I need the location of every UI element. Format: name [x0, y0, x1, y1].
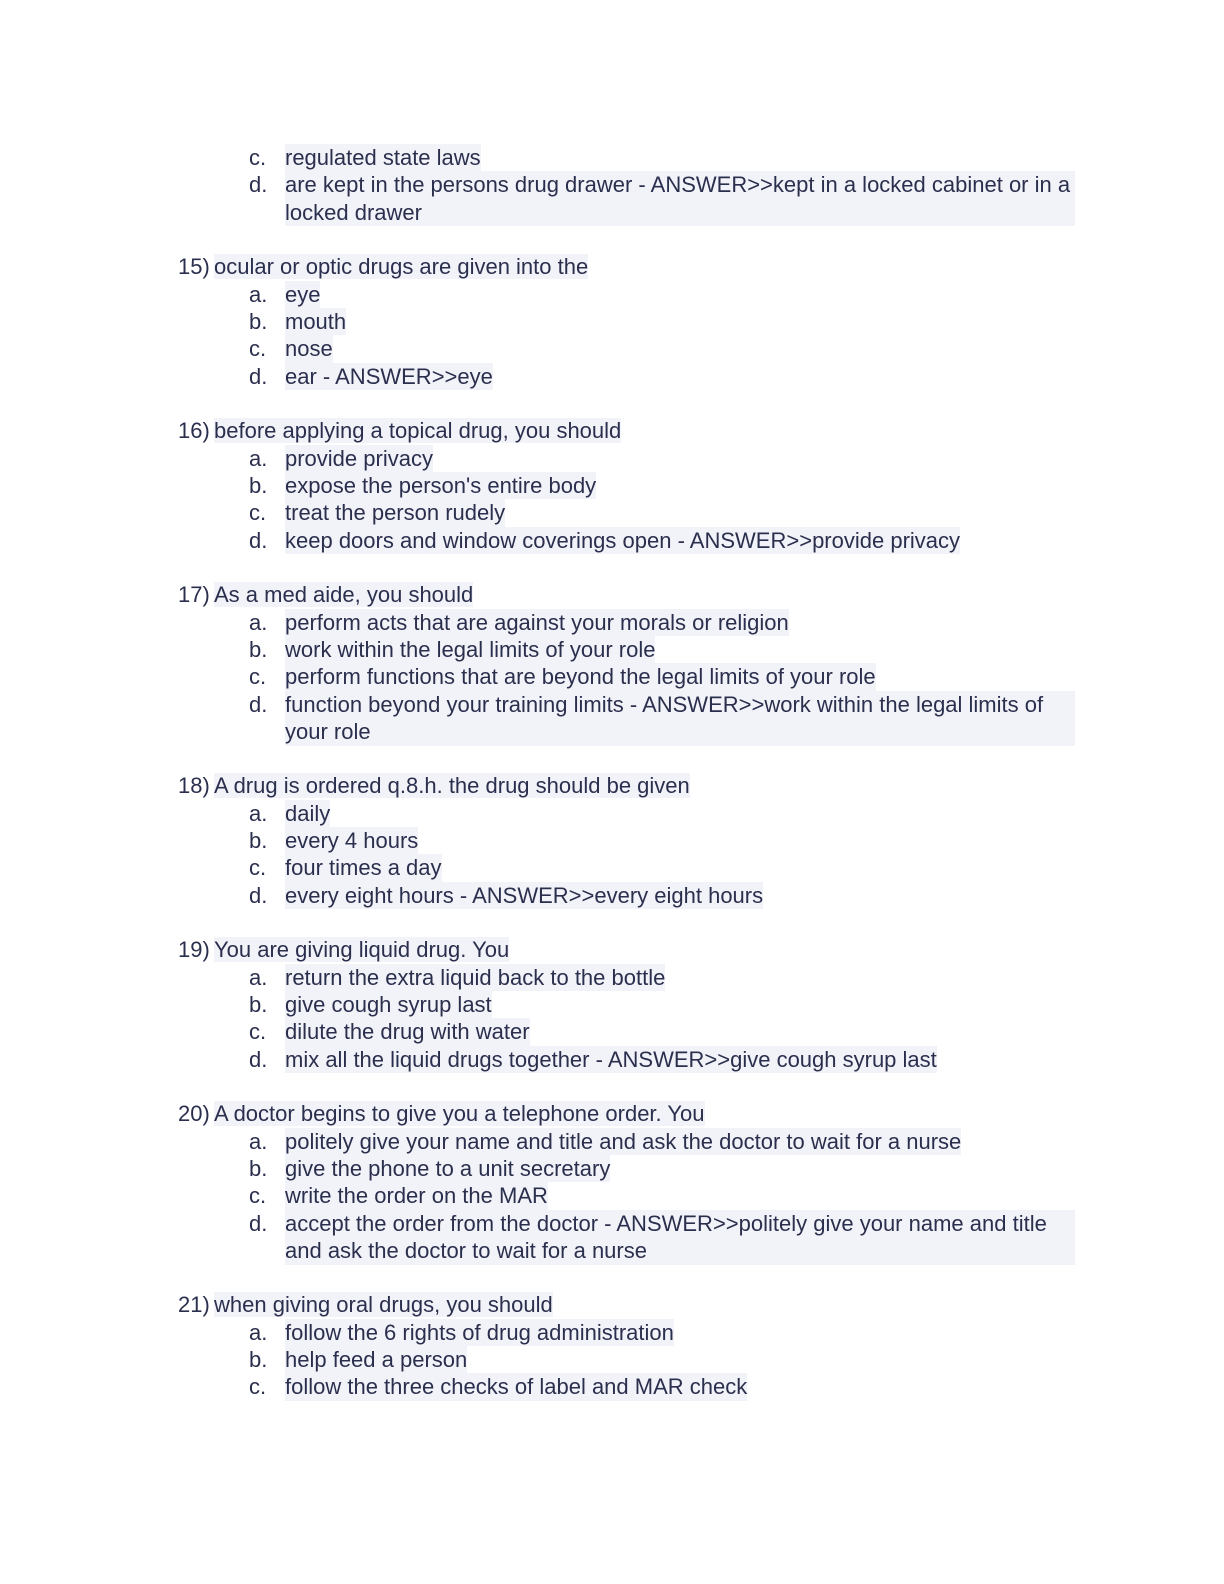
option-a: [178, 800, 763, 827]
option-text: daily: [285, 800, 331, 826]
option-letter: b.: [249, 308, 268, 334]
option-text: four times a day: [285, 855, 442, 881]
option-text: follow the 6 rights of drug administration: [285, 1319, 674, 1345]
option-d: [178, 363, 588, 390]
question-number: 18): [178, 773, 210, 798]
option-d: [178, 882, 763, 909]
option-letter: c.: [249, 336, 267, 362]
option-letter: a.: [249, 1319, 268, 1345]
option-text: regulated state laws: [285, 145, 481, 170]
option-text: function beyond your training limits - ANSWER>>work within the legal limits of your role: [285, 691, 1075, 746]
question-stem: [178, 253, 588, 281]
option-letter: c.: [249, 1183, 267, 1209]
option-letter: b.: [249, 1346, 268, 1372]
option-a: [178, 445, 960, 472]
option-text: perform acts that are against your morals or religion: [285, 609, 789, 635]
option-d: [178, 171, 1075, 226]
option-letter: a.: [249, 609, 268, 635]
option-text: every 4 hours: [285, 827, 419, 853]
option-b: [178, 636, 1075, 663]
question-number: 15): [178, 254, 210, 279]
option-d: [178, 527, 960, 554]
question-text: when giving oral drugs, you should: [214, 1292, 553, 1317]
option-c: [178, 335, 588, 362]
option-text: give the phone to a unit secretary: [285, 1155, 611, 1181]
option-text: write the order on the MAR: [285, 1183, 548, 1209]
option-a: [178, 609, 1075, 636]
option-c: [178, 144, 1075, 171]
question-stem: [178, 1291, 747, 1319]
question-stem: [178, 1100, 1075, 1128]
option-c: [178, 663, 1075, 690]
option-letter: a.: [249, 281, 268, 307]
option-letter: a.: [249, 445, 268, 471]
option-letter: b.: [249, 1155, 268, 1181]
option-text: work within the legal limits of your role: [285, 636, 656, 662]
option-letter: d.: [249, 691, 268, 717]
option-letter: b.: [249, 991, 268, 1017]
option-letter: b.: [249, 636, 268, 662]
option-letter: a.: [249, 800, 268, 826]
question-stem: [178, 417, 960, 445]
question-text: As a med aide, you should: [214, 582, 474, 607]
question-18: [178, 772, 763, 909]
option-d: [178, 691, 1075, 746]
option-letter: d.: [249, 527, 268, 553]
option-letter: b.: [249, 472, 268, 498]
option-text: mix all the liquid drugs together - ANSWER>>give cough syrup last: [285, 1046, 937, 1072]
option-d: [178, 1046, 937, 1073]
option-letter: d.: [249, 1210, 268, 1236]
question-number: 21): [178, 1292, 210, 1317]
option-letter: c.: [249, 1019, 267, 1045]
question-19: [178, 936, 937, 1073]
question-number: 19): [178, 937, 210, 962]
question-20: [178, 1100, 1075, 1265]
option-b: [178, 991, 937, 1018]
question-16: [178, 417, 960, 554]
question-stem: [178, 772, 763, 800]
option-a: [178, 281, 588, 308]
option-text: mouth: [285, 308, 347, 334]
question-stem: [178, 581, 1075, 609]
option-text: ear - ANSWER>>eye: [285, 363, 493, 389]
option-a: [178, 1319, 747, 1346]
option-a: [178, 964, 937, 991]
option-letter: c.: [249, 145, 267, 170]
question-14-continued: [178, 144, 1075, 226]
option-letter: c.: [249, 1374, 267, 1400]
option-c: [178, 499, 960, 526]
option-text: treat the person rudely: [285, 500, 506, 526]
question-number: 16): [178, 418, 210, 443]
option-text: follow the three checks of label and MAR check: [285, 1374, 748, 1400]
question-21: [178, 1291, 747, 1401]
question-17: [178, 581, 1075, 746]
question-text: You are giving liquid drug. You: [214, 937, 510, 962]
option-c: [178, 1373, 747, 1400]
option-c: [178, 1182, 1075, 1209]
option-b: [178, 827, 763, 854]
option-text: help feed a person: [285, 1346, 468, 1372]
option-text: are kept in the persons drug drawer - ANSWER>>kept in a locked cabinet or in a locked drawer: [285, 171, 1075, 226]
option-letter: d.: [249, 363, 268, 389]
option-text: perform functions that are beyond the legal limits of your role: [285, 664, 876, 690]
option-letter: a.: [249, 964, 268, 990]
question-stem: [178, 936, 937, 964]
option-text: keep doors and window coverings open - ANSWER>>provide privacy: [285, 527, 961, 553]
option-text: expose the person's entire body: [285, 472, 597, 498]
option-text: accept the order from the doctor - ANSWER>>politely give your name and title and ask the doctor to wait for a nurse: [285, 1210, 1075, 1265]
question-number: 20): [178, 1101, 210, 1126]
option-b: [178, 472, 960, 499]
question-text: before applying a topical drug, you should: [214, 418, 622, 443]
option-letter: a.: [249, 1128, 268, 1154]
option-text: return the extra liquid back to the bottle: [285, 964, 666, 990]
option-b: [178, 308, 588, 335]
option-letter: b.: [249, 827, 268, 853]
option-text: eye: [285, 281, 321, 307]
option-d: [178, 1210, 1075, 1265]
option-b: [178, 1155, 1075, 1182]
question-text: ocular or optic drugs are given into the: [214, 254, 589, 279]
option-text: nose: [285, 336, 333, 362]
option-letter: c.: [249, 500, 267, 526]
option-text: give cough syrup last: [285, 991, 492, 1017]
option-letter: d.: [249, 172, 268, 198]
option-text: politely give your name and title and ask the doctor to wait for a nurse: [285, 1128, 962, 1154]
option-text: provide privacy: [285, 445, 433, 471]
option-letter: c.: [249, 664, 267, 690]
option-text: every eight hours - ANSWER>>every eight hours: [285, 882, 764, 908]
option-a: [178, 1128, 1075, 1155]
question-text: A drug is ordered q.8.h. the drug should be given: [214, 773, 690, 798]
option-letter: d.: [249, 882, 268, 908]
question-text: A doctor begins to give you a telephone order. You: [214, 1101, 705, 1126]
option-text: dilute the drug with water: [285, 1019, 530, 1045]
option-c: [178, 1018, 937, 1045]
question-number: 17): [178, 582, 210, 607]
option-letter: c.: [249, 855, 267, 881]
question-15: [178, 253, 588, 390]
option-letter: d.: [249, 1046, 268, 1072]
option-c: [178, 854, 763, 881]
option-b: [178, 1346, 747, 1373]
